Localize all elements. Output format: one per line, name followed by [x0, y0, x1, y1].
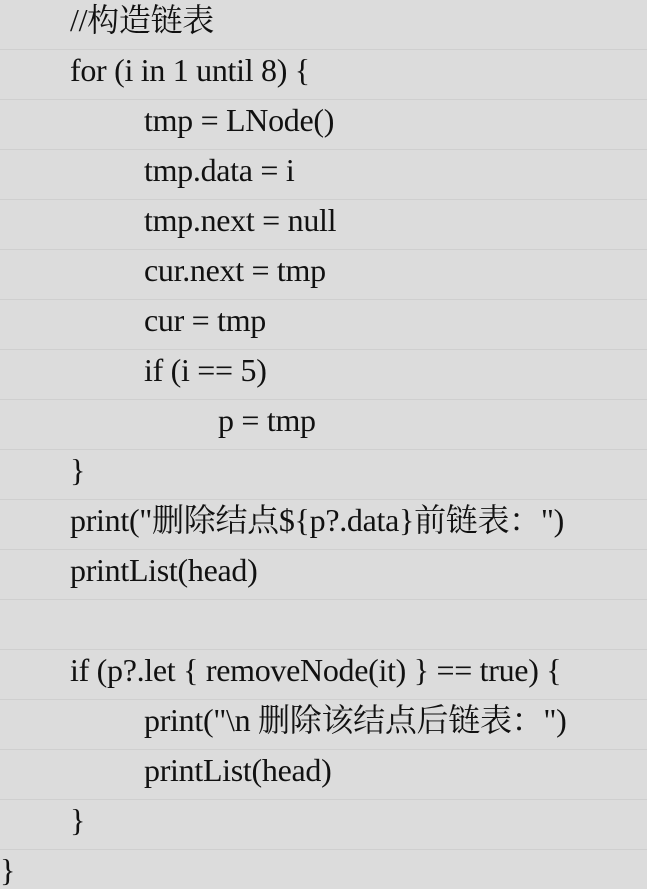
line-separator [0, 599, 647, 600]
code-print-line: print("\n 删除该结点后链表：") [144, 702, 567, 738]
line-separator [0, 449, 647, 450]
code-for-loop-line: for (i in 1 until 8) { [70, 52, 310, 88]
line-separator [0, 299, 647, 300]
line-separator [0, 799, 647, 800]
line-separator [0, 849, 647, 850]
code-line: cur.next = tmp [144, 252, 326, 288]
code-line: tmp.data = i [144, 152, 295, 188]
code-line: p = tmp [218, 402, 316, 438]
line-separator [0, 399, 647, 400]
line-separator [0, 149, 647, 150]
code-closing-brace: } [0, 852, 16, 888]
line-separator [0, 349, 647, 350]
code-line: printList(head) [70, 552, 258, 588]
code-line: tmp.next = null [144, 202, 337, 238]
code-if-line: if (p?.let { removeNode(it) } == true) { [70, 652, 562, 688]
code-line: tmp = LNode() [144, 102, 335, 138]
code-print-line: print("删除结点${p?.data}前链表：") [70, 502, 564, 538]
code-if-line: if (i == 5) [144, 352, 267, 388]
code-line: cur = tmp [144, 302, 266, 338]
code-closing-brace: } [70, 802, 86, 838]
code-comment-line: //构造链表 [70, 2, 214, 38]
code-line: printList(head) [144, 752, 332, 788]
code-closing-brace: } [70, 452, 86, 488]
